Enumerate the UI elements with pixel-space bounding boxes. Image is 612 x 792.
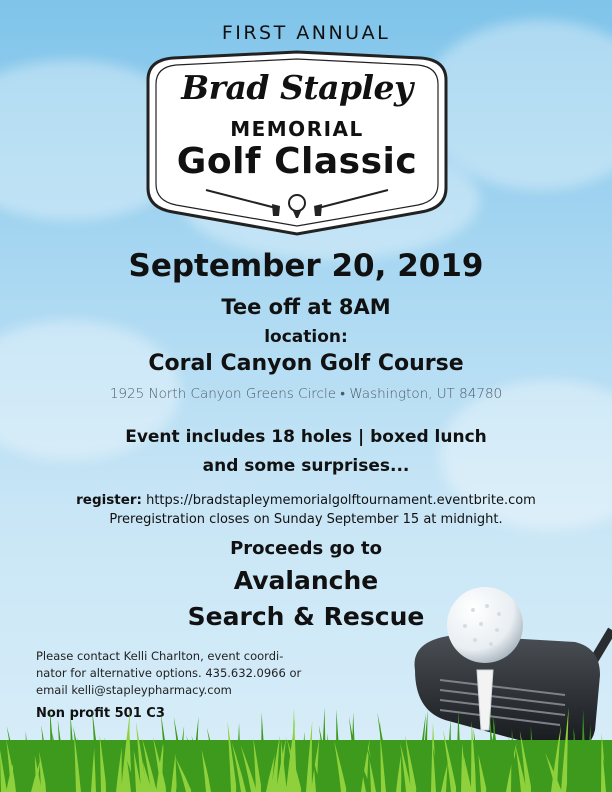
beneficiary-line-1: Avalanche: [233, 566, 379, 595]
beneficiary-line-2: Search & Rescue: [187, 602, 425, 631]
preregistration-note: Preregistration closes on Sunday September 15 at midnight.: [109, 512, 503, 527]
register-line: [0, 492, 612, 508]
tee-off-time: Tee off at 8AM: [221, 295, 391, 319]
grass-decoration: [0, 700, 612, 792]
course-address: 1925 North Canyon Greens Circle • Washington, UT 84780: [109, 386, 503, 402]
contact-info: [36, 648, 326, 699]
event-includes-line-2: and some surprises...: [202, 456, 410, 476]
register-label: register:: [76, 492, 142, 508]
course-name: Coral Canyon Golf Course: [148, 351, 464, 376]
contact-email-line: email kelli@stapleypharmacy.com: [36, 683, 232, 697]
event-title-badge: [128, 50, 466, 240]
first-annual-heading: FIRST ANNUAL: [221, 22, 391, 44]
register-link[interactable]: https://bradstapleymemorialgolftournament.eventbrite.com: [146, 493, 536, 508]
proceeds-label: Proceeds go to: [230, 538, 382, 559]
nonprofit-status: Non profit 501 C3: [36, 706, 165, 721]
event-date: September 20, 2019: [128, 248, 484, 284]
contact-line: nator for alternative options. 435.632.0966 or: [36, 666, 302, 680]
location-label: location:: [264, 327, 348, 347]
badge-honoree-name: Brad Stapley: [181, 68, 413, 107]
badge-memorial: MEMORIAL: [230, 117, 364, 141]
badge-golf-classic: Golf Classic: [176, 141, 418, 182]
contact-line: Please contact Kelli Charlton, event coordi-: [36, 649, 284, 663]
event-includes-line-1: Event includes 18 holes | boxed lunch: [125, 427, 487, 447]
